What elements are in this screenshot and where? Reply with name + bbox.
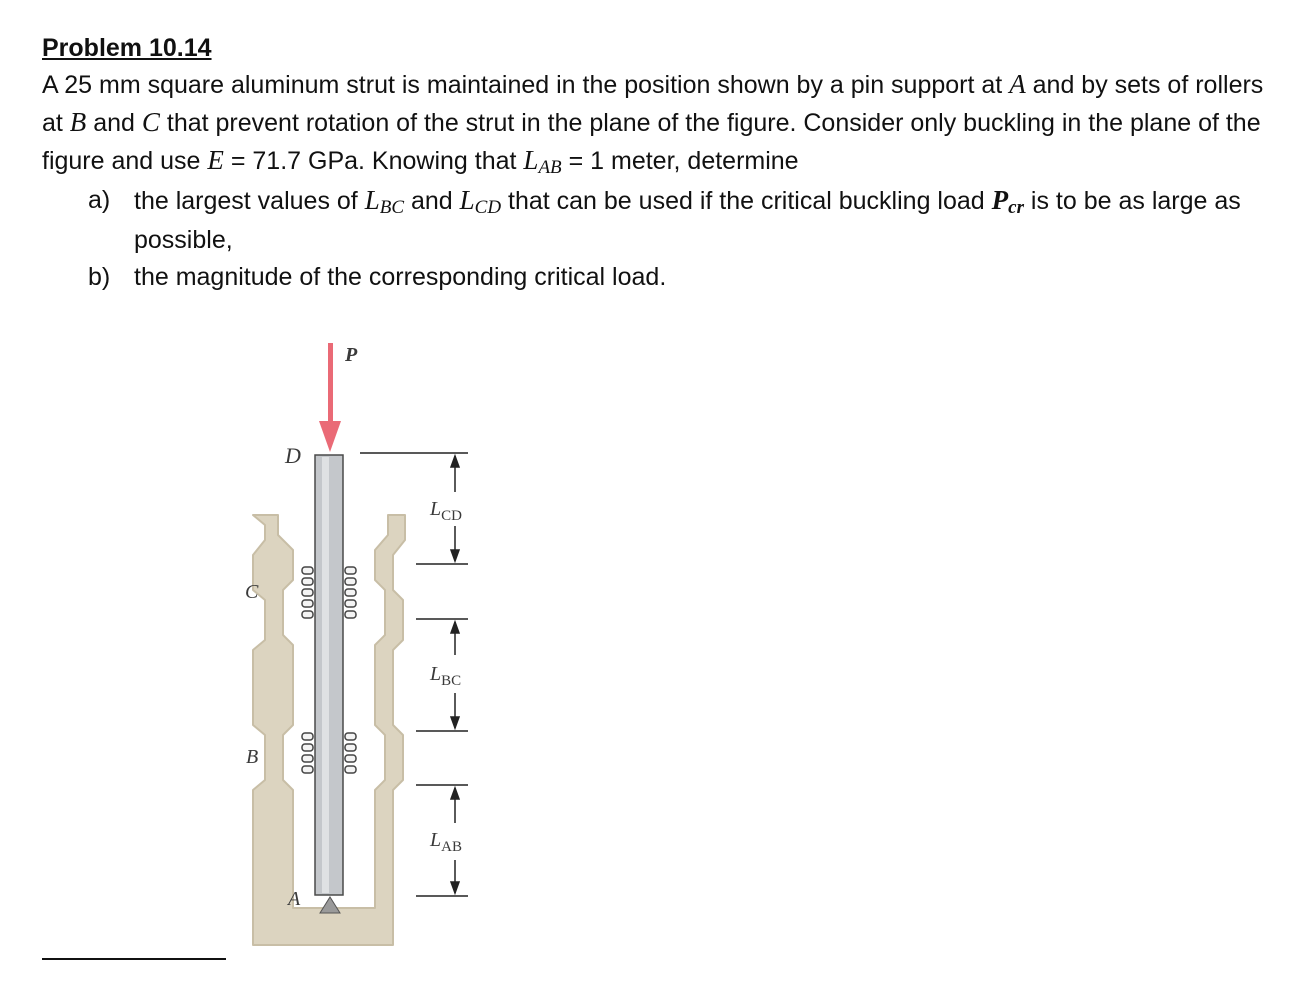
load-label: P xyxy=(345,344,358,366)
dimension-label-lab: $L_{AB}$ xyxy=(430,829,462,855)
load-arrow-icon xyxy=(319,343,341,452)
question-list xyxy=(42,182,1282,296)
problem-title: Problem 10.14 xyxy=(42,34,212,62)
point-label-a: A xyxy=(288,888,301,910)
footnote-separator xyxy=(42,958,226,960)
point-label-d: D xyxy=(285,443,301,468)
problem-document xyxy=(42,30,1282,296)
dimension-label-lcd: $L_{CD}$ xyxy=(430,498,462,524)
dimension-label-lbc: $L_{BC}$ xyxy=(430,663,462,689)
point-label-b: B xyxy=(246,746,259,768)
strut-highlight xyxy=(322,457,329,893)
strut-figure xyxy=(230,330,530,960)
pin-support-icon xyxy=(320,897,340,913)
point-label-c: C xyxy=(245,581,259,603)
question-item-a: a) the largest values of LBC and LCD that can be used if the critical buckling load Pcr is to be as large as possible, xyxy=(88,185,1241,254)
problem-statement: A 25 mm square aluminum strut is maintained in the position shown by a pin support at A and by sets of rollers at B and C that prevent rotation of the strut in the plane of the figure. Consider only buckling in the plane of the figure and use E = 71.7 GPa. Knowing that LAB = 1 meter, determine xyxy=(42,69,1264,178)
question-item-b: b) the magnitude of the corresponding critical load. xyxy=(88,263,667,291)
